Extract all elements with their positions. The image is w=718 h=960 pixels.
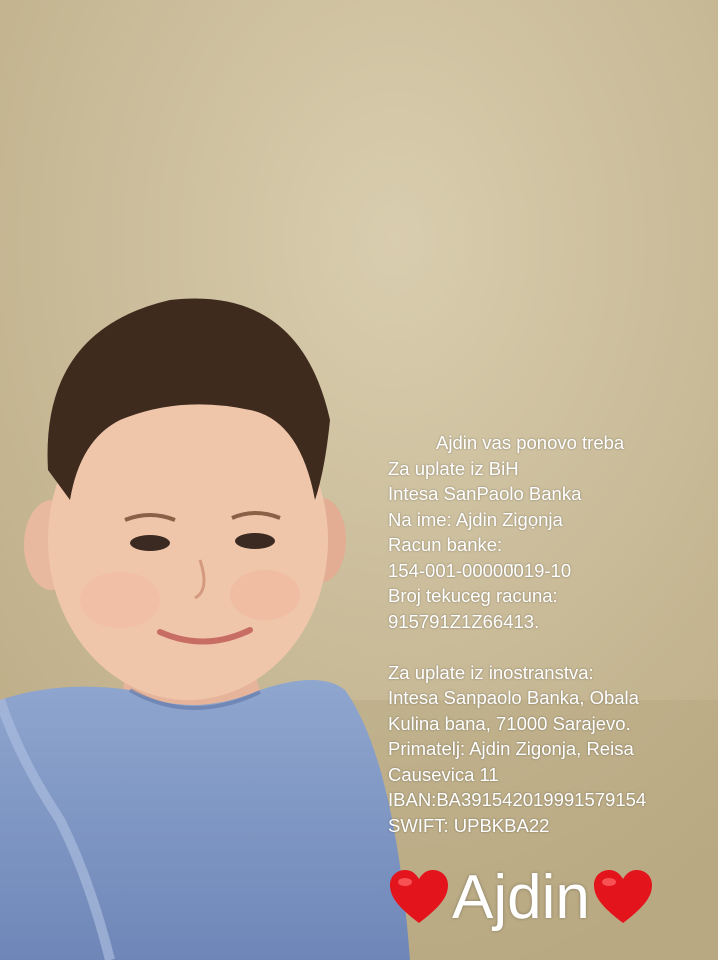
heart-icon (592, 869, 654, 925)
donation-appeal-text (388, 430, 713, 838)
bih-line-2: Intesa SanPaolo Banka (388, 483, 582, 504)
bih-line-6: Broj tekuceg racuna: (388, 585, 558, 606)
bih-line-4: Racun banke: (388, 534, 503, 555)
bih-line-7: 915791Z1Z66413. (388, 610, 540, 632)
signature-name: Ajdin (452, 863, 590, 932)
abroad-line-4: Primatelj: Ajdin Zigonja, Reisa (388, 738, 634, 759)
abroad-line-7: SWIFT: UPBKBA22 (388, 814, 550, 836)
name-signature (388, 852, 654, 942)
appeal-headline: Ajdin vas ponovo treba (436, 432, 625, 453)
bih-line-5: 154-001-00000̈019-10 (388, 559, 572, 581)
abroad-line-5: Causevica 11 (388, 763, 499, 785)
heart-icon (388, 869, 450, 925)
abroad-line-6: IBAN:BA391542019991579154 (388, 789, 647, 810)
bih-line-3: Na ime: Ajdin Zigọnja (388, 508, 563, 530)
abroad-line-2: Intesa Sanpaolo Banka, Obala (388, 687, 639, 708)
paragraph-gap (388, 634, 713, 660)
bih-line-1: Za uplate iz BiH (388, 457, 519, 479)
abroad-line-3: Kulina bana, 71000 Sarajevo. (388, 712, 631, 734)
abroad-line-1: Za uplate iz inostranstva: (388, 661, 594, 683)
